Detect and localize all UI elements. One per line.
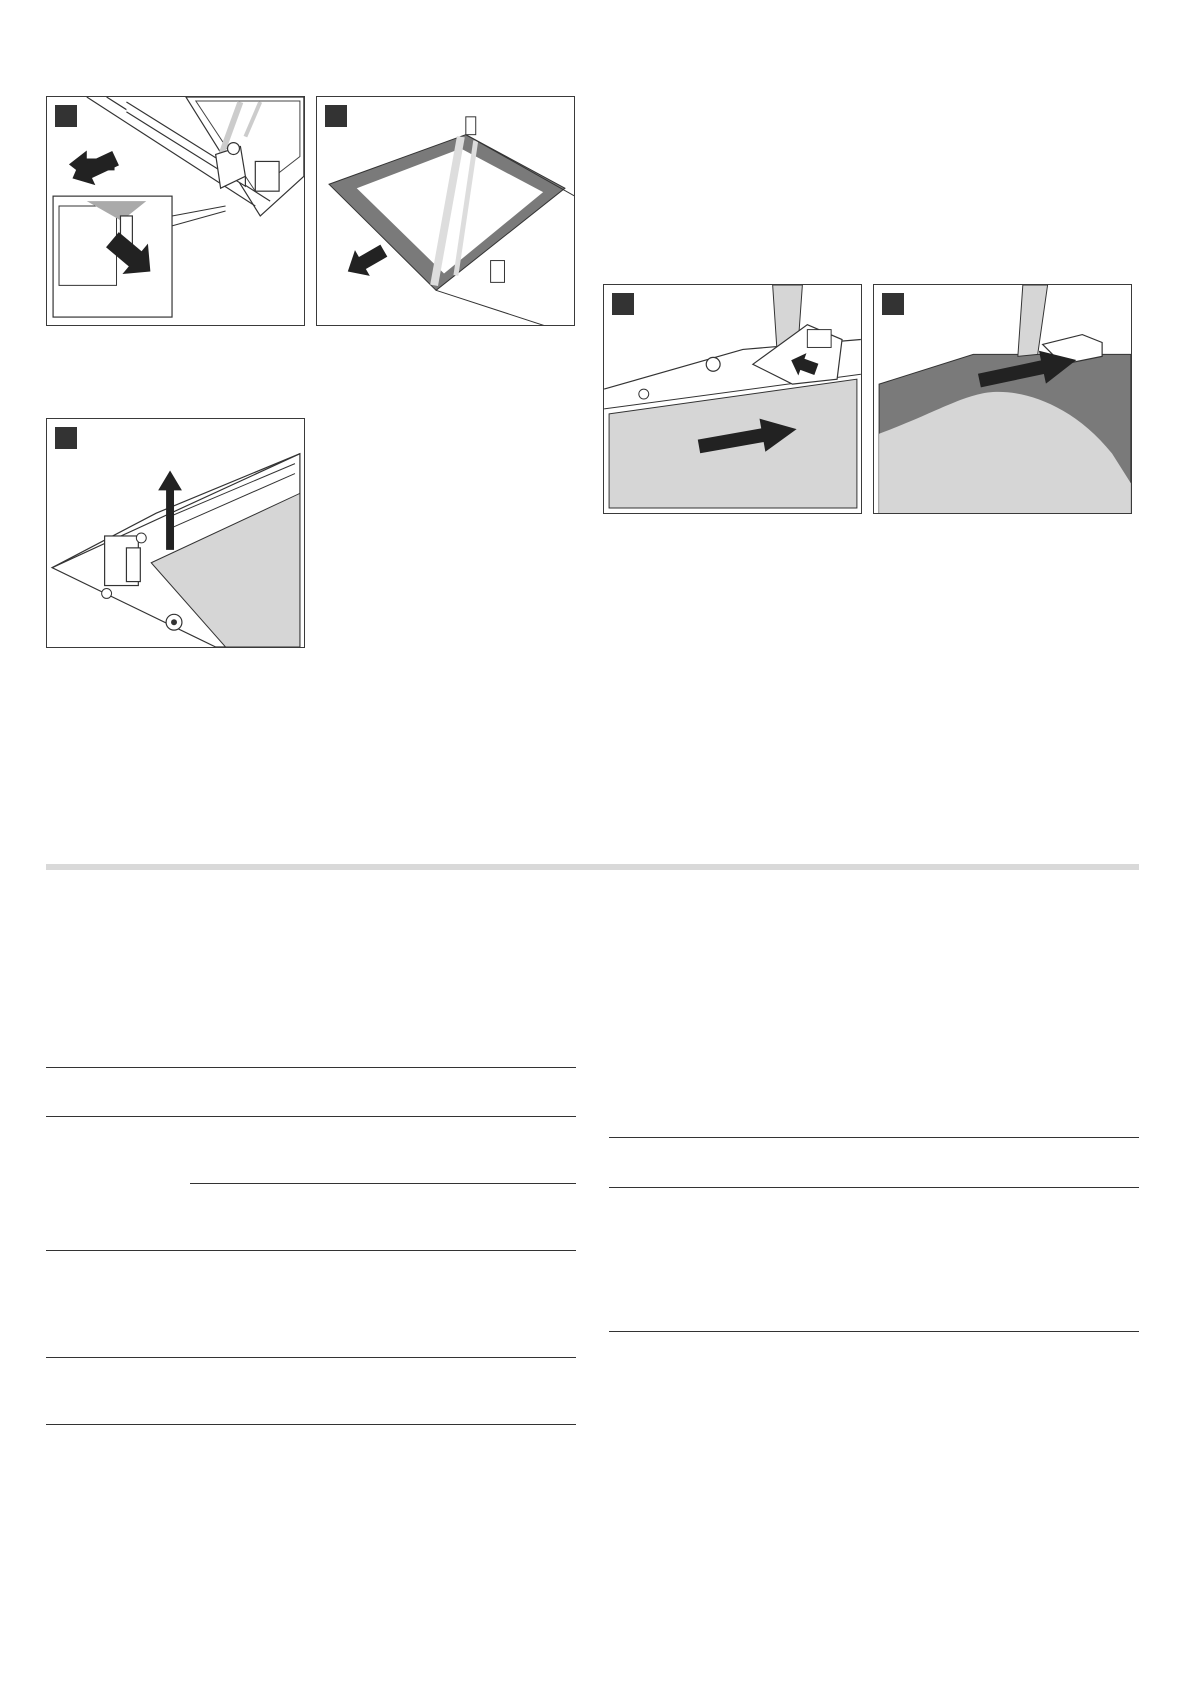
step-badge-3 <box>55 427 77 449</box>
door-glass-illustration <box>317 97 574 325</box>
figure-hinge-lift <box>46 418 305 648</box>
arrow-icon <box>340 238 391 285</box>
table-rule <box>46 1424 576 1425</box>
step-badge-5 <box>882 293 904 315</box>
table-rule <box>609 1331 1139 1332</box>
step-badge-1 <box>55 105 77 127</box>
figure-glass-insert <box>603 284 862 514</box>
door-hinge-illustration <box>47 97 304 325</box>
glass-insert-illustration <box>604 285 861 513</box>
table-rule <box>46 1357 576 1358</box>
figure-door-glass-removal <box>316 96 575 326</box>
cover-slide-illustration <box>874 285 1131 513</box>
section-divider <box>46 864 1139 870</box>
table-rule <box>609 1187 1139 1188</box>
table-rule <box>46 1250 576 1251</box>
step-badge-2 <box>325 105 347 127</box>
figure-door-hinge-release <box>46 96 305 326</box>
step-badge-4 <box>612 293 634 315</box>
table-rule <box>190 1183 576 1184</box>
figure-cover-slide <box>873 284 1132 514</box>
hinge-lift-illustration <box>47 419 304 647</box>
table-rule <box>46 1067 576 1068</box>
table-rule <box>46 1116 576 1117</box>
table-rule <box>609 1137 1139 1138</box>
